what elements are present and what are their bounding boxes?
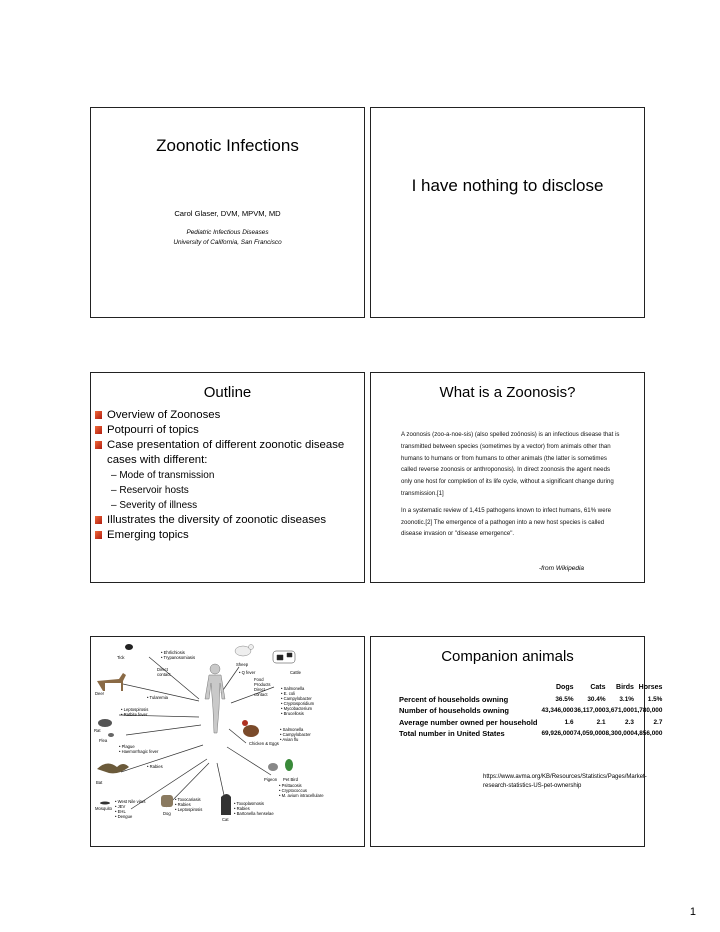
source-link[interactable]: https://www.avma.org/KB/Resources/Statistics/Pages/Market-research-statistics-US-pet-ownership <box>483 774 647 789</box>
bullet-square-icon <box>95 441 102 449</box>
dog-icon <box>161 795 173 807</box>
slide-heading: What is a Zoonosis? <box>439 384 576 401</box>
deer-icon <box>97 673 126 691</box>
department: Pediatric Infectious Diseases <box>186 229 269 236</box>
diagram-label: Flea <box>99 738 108 743</box>
cattle-icon <box>273 651 295 663</box>
diagram-label: Mosquito <box>95 806 112 811</box>
diagram-label: Cat <box>222 817 229 822</box>
diagram-label: Deer <box>95 691 105 696</box>
diagram-label: Direct contact <box>254 687 268 697</box>
list-item: Overview of Zoonoses <box>91 408 366 423</box>
slide-heading: I have nothing to disclose <box>411 176 604 195</box>
mosquito-icon <box>100 802 110 805</box>
diagram-label: • Toxoplasmosis • Rabies • Bartonella henselae <box>234 801 274 816</box>
diagram-label: • Ehrlichiosis • Trypanosomiasis <box>161 650 196 660</box>
bullet-square-icon <box>95 426 102 434</box>
slide-companion-animals <box>370 636 663 847</box>
sub-list-item: – Severity of illness <box>91 498 366 513</box>
tick-icon <box>125 644 133 650</box>
diagram-label: • Toxocariasis • Rabies • Leptospirosis <box>175 797 203 812</box>
pigeon-icon <box>268 763 278 771</box>
pet-ownership-table <box>399 682 662 740</box>
sheep-icon <box>235 645 254 657</box>
pet-bird-icon <box>285 759 293 771</box>
university: University of California, San Francisco <box>173 239 282 246</box>
diagram-label: Pet Bird <box>283 777 298 782</box>
diagram-label: Direct contact <box>157 667 171 677</box>
diagram-label: • Salmonella • Campylobacter • Avian flu <box>280 727 311 742</box>
wiki-excerpt <box>401 429 621 540</box>
diagram-label: • Tularemia <box>147 695 169 700</box>
table-header-row <box>399 682 662 694</box>
table-row: Total number in United States 69,926,000 74,059,000 8,300,000 4,856,000 <box>399 729 663 739</box>
diagram-label: • Salmonella • E. coli • Campylobacter • Cryptosporidium • Mycobacterium • Brucellosis <box>281 686 315 716</box>
diagram-label: • Plague • Haemorrhagic fever <box>119 744 159 754</box>
bullet-square-icon <box>95 531 102 539</box>
list-item: Emerging topics <box>91 528 366 543</box>
bat-icon <box>97 763 129 773</box>
diagram-label: Dog <box>163 811 171 816</box>
diagram-label: • Leptospirosis • Ratbite fever <box>121 707 149 717</box>
sub-list-item: – Reservoir hosts <box>91 483 366 498</box>
slide-title <box>90 107 365 318</box>
bullet-square-icon <box>95 411 102 419</box>
diagram-label: Tick <box>117 655 125 660</box>
slide-heading: Outline <box>203 384 252 401</box>
definition-text: A zoonosis (zoo-a-noe-sis) (also spelled zoönosis) is an infectious disease that is transmitted between species (sometimes by a vector) from animals other than humans to humans or from humans to other animals (the latter is sometimes called reverse zoonosis or anthroponosis). In direct zoonosis the agent needs only one host for completion of its life cycle, without a significant change during transmission.[1] <box>401 431 620 497</box>
table-row: Number of households owning 43,346,000 36,117,000 3,671,000 1,780,000 <box>399 706 663 716</box>
source-note: -from Wikipedia <box>538 565 584 572</box>
table-row: Average number owned per household 1.6 2.1 2.3 2.7 <box>399 717 663 727</box>
sub-list-item: – Mode of transmission <box>91 468 366 483</box>
column-header: Birds <box>616 684 634 692</box>
slide-zoonosis <box>370 372 645 583</box>
diagram-label: Rat <box>94 728 101 733</box>
diagram-label: Bat <box>96 780 103 785</box>
column-header: Horses <box>638 684 663 692</box>
bullet-square-icon <box>95 516 102 524</box>
diagram-label: • Rabies <box>147 764 163 769</box>
diagram-label: • Q fever <box>239 670 256 675</box>
diagram-label: • West Nile virus • JEV • EHL • Dengue <box>115 799 146 819</box>
list-item: Illustrates the diversity of zoonotic diseases <box>91 513 366 528</box>
page-number: 1 <box>689 906 696 918</box>
table-row: Percent of households owning 36.5% 30.4% 3.1% 1.5% <box>399 694 663 704</box>
author-name: Carol Glaser, DVM, MPVM, MD <box>174 209 281 218</box>
slide-zoonosis-diagram <box>90 636 365 847</box>
slide-heading: Companion animals <box>441 648 574 665</box>
diagram-label: Food Products <box>254 677 271 687</box>
flea-icon <box>108 733 114 737</box>
diagram-label: Chicken & Eggs <box>249 741 279 746</box>
column-header: Dogs <box>556 684 574 692</box>
slide-heading: Zoonotic Infections <box>156 136 299 155</box>
diagram-label: • Psittacosis • Cryptococcus • M. avium intracellulare <box>279 783 324 798</box>
outline-list <box>91 408 366 543</box>
chicken-icon <box>242 720 259 737</box>
diagram-label: Cattle <box>290 670 301 675</box>
diagram-label: Pigeon <box>264 777 278 782</box>
list-item: Potpourri of topics <box>91 423 366 438</box>
slide-disclose <box>370 107 645 318</box>
slide-outline <box>90 372 365 583</box>
cat-icon <box>221 794 231 815</box>
list-item: Case presentation of different zoonotic disease cases with different: <box>91 438 347 468</box>
review-text: In a systematic review of 1,415 pathogens known to infect humans, 61% were zoonotic.[2] The emergence of a pathogen into a new host species is called disease invasion or "disease emergence". <box>401 506 612 538</box>
column-header: Cats <box>590 684 606 692</box>
diagram-label: Sheep <box>236 662 249 667</box>
rat-icon <box>98 719 112 727</box>
human-figure-icon <box>205 664 225 733</box>
